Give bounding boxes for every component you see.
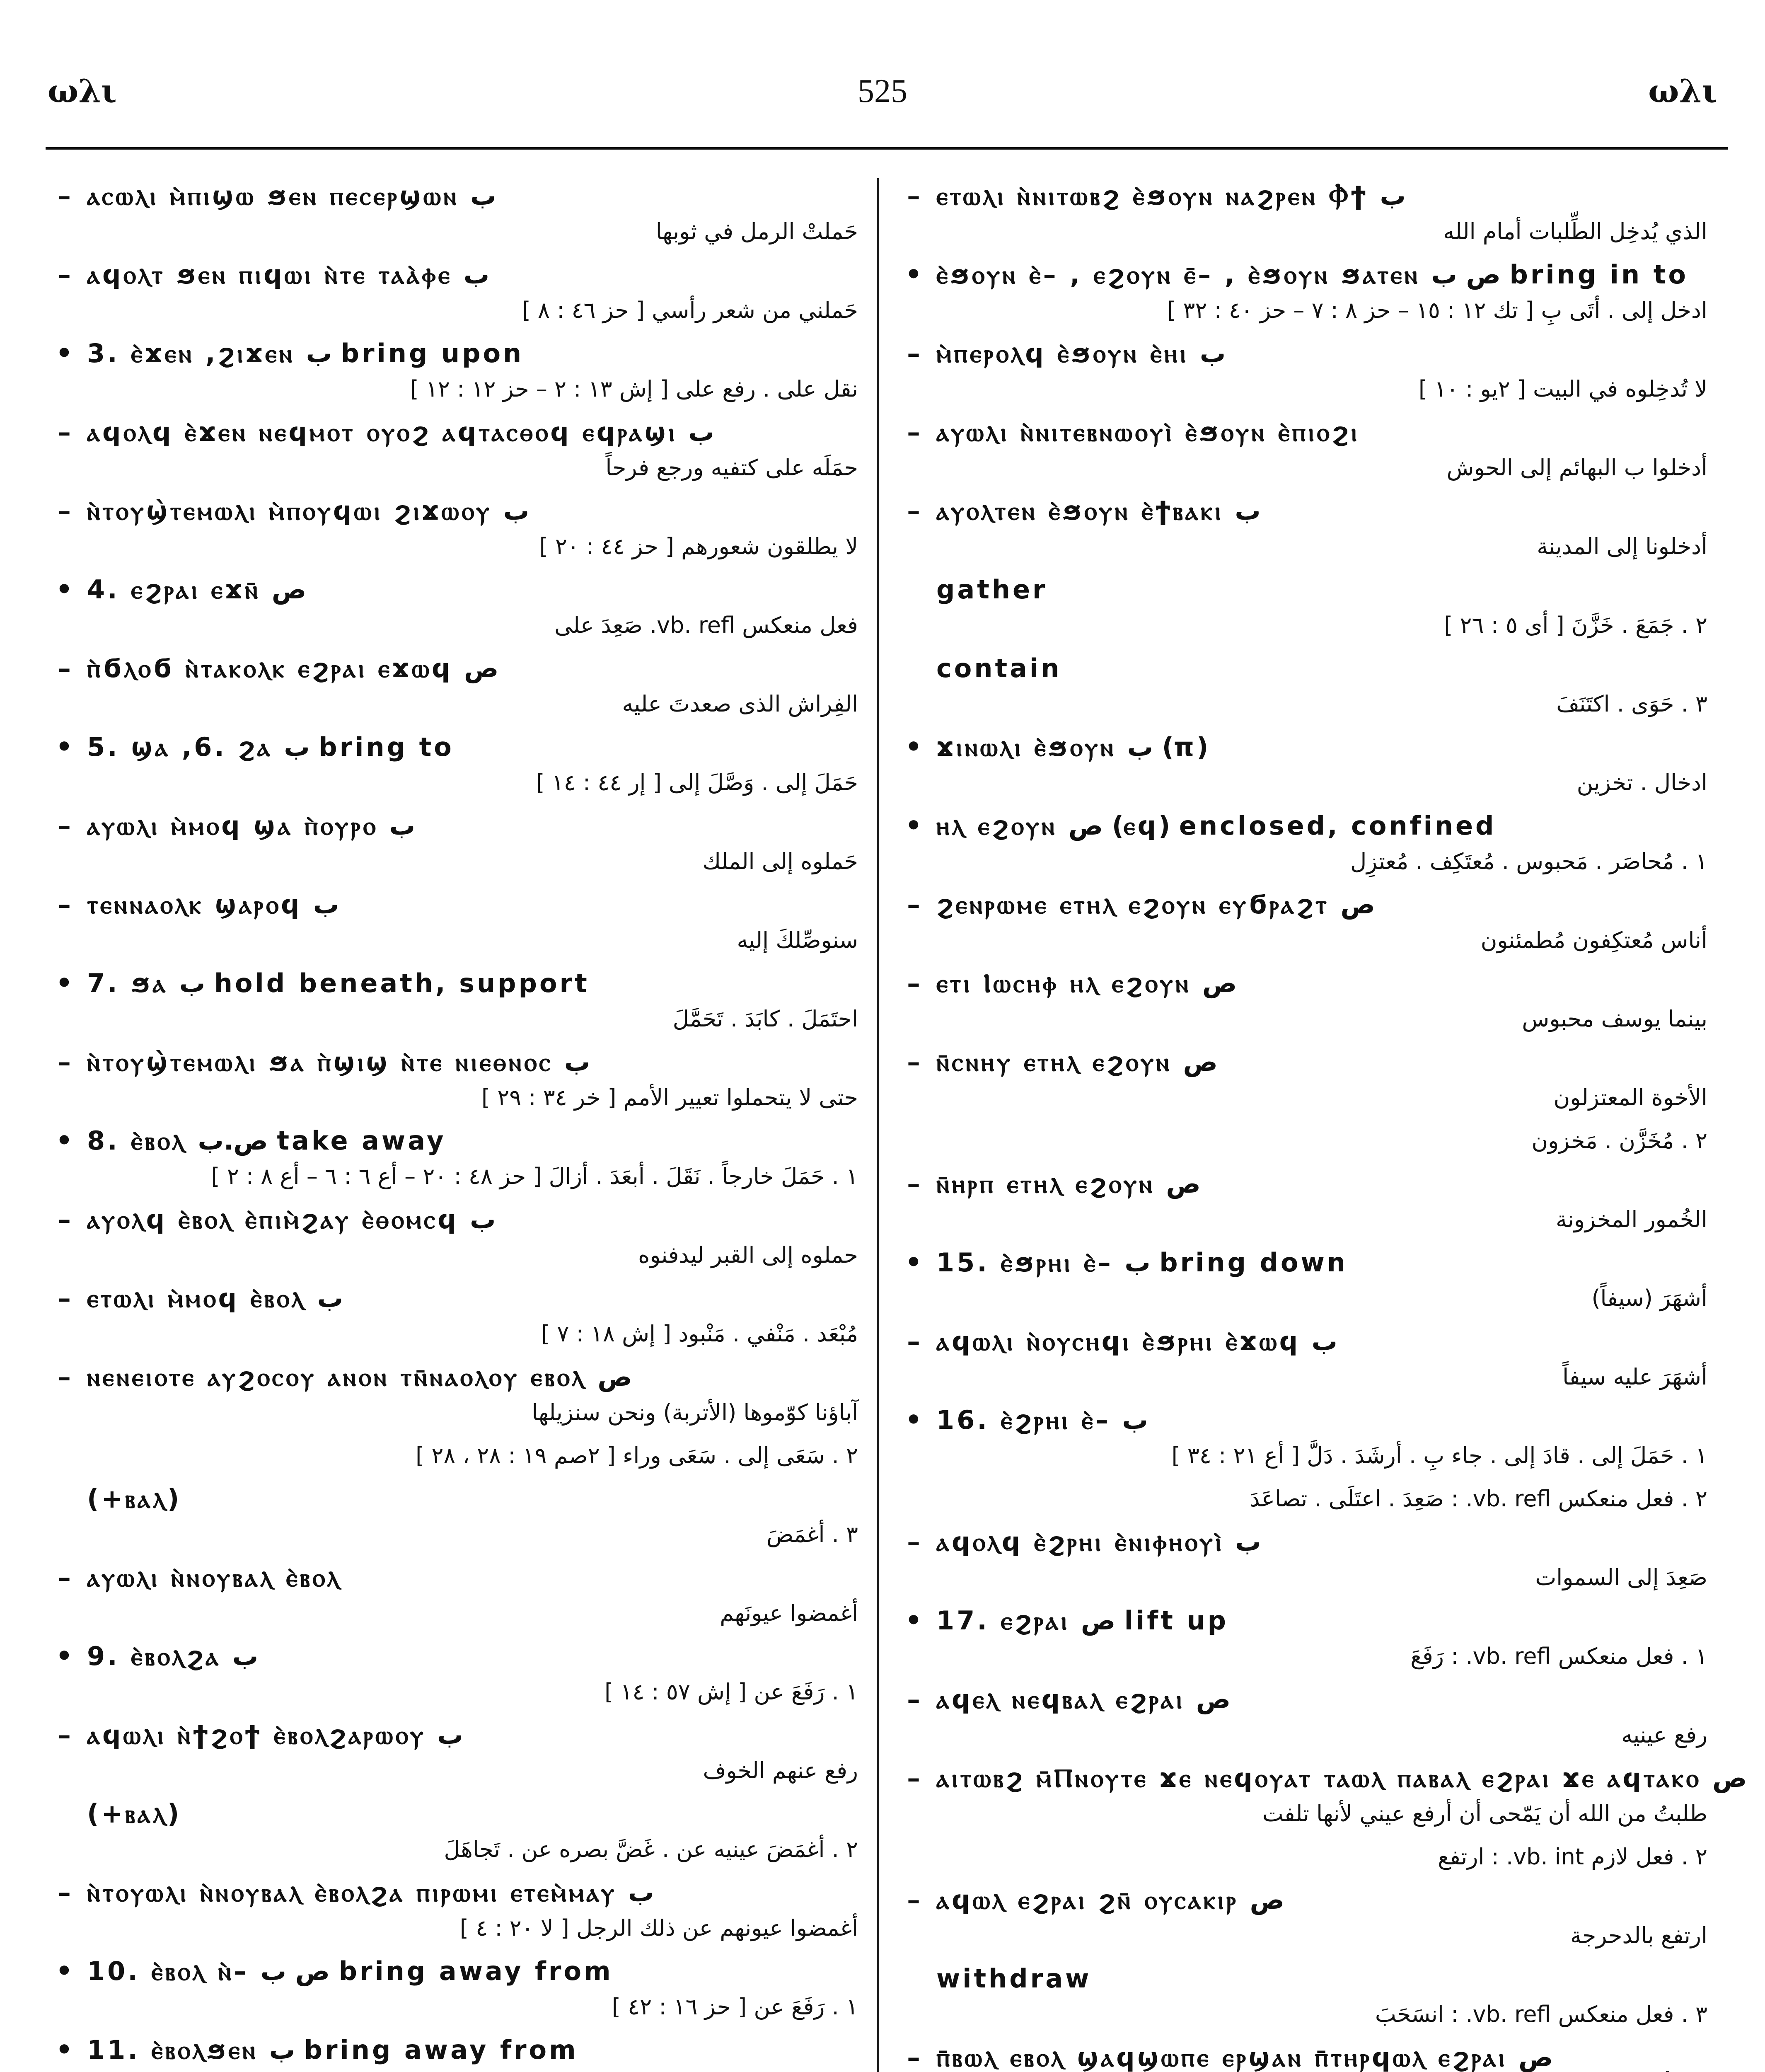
entry-marker: • bbox=[56, 2034, 73, 2065]
page-number: 525 bbox=[858, 73, 907, 109]
coptic-text: ⲛ̀ⲧⲟⲩⲱⲗⲓ ⲛ̀ⲛⲟⲩⲃⲁⲗ ⲉ̀ⲃⲟⲗϩⲁ ⲡⲓⲣⲱⲙⲓ ⲉⲧⲉⲙ̀ⲙⲁⲩ ب bbox=[87, 1877, 654, 1907]
dictionary-entry bbox=[897, 1961, 1709, 2032]
gloss-text: ١ . فعل منعكس vb. refl. : رَفَعَ bbox=[1410, 1643, 1707, 1669]
gloss-text: ٢ . سَعَى إلى . سَعَى وراء [ ٢صم ١٩ : ٢٨ ، ٢٨ ] bbox=[416, 1443, 858, 1469]
dictionary-entry bbox=[897, 1524, 1709, 1595]
dictionary-entry bbox=[48, 729, 860, 801]
coptic-text: ⲛⲉⲛⲉⲓⲟⲧⲉ ⲁⲩϩⲟⲥⲟⲩ ⲁⲛⲟⲛ ⲧⲛ̄ⲛⲁⲟⲗⲟⲩ ⲉⲃⲟⲗ ص bbox=[87, 1362, 632, 1392]
dictionary-entry bbox=[897, 493, 1709, 564]
coptic-text: ⲁⲩⲟⲗⲧⲉⲛ ⲉ̀ϧⲟⲩⲛ ⲉ̀ϯⲃⲁⲕⲓ ب bbox=[936, 496, 1261, 526]
dictionary-entry bbox=[897, 1603, 1709, 1674]
coptic-text: ⲁϥⲟⲗⲧ ϧⲉⲛ ⲡⲓϥⲱⲓ ⲛ̀ⲧⲉ ⲧⲁⲁ̀ⲫⲉ ب bbox=[87, 259, 490, 290]
gloss-text: أدخلونا إلى المدينة bbox=[1537, 533, 1707, 559]
dictionary-entry bbox=[48, 1717, 860, 1789]
gloss-text: سنوصِّلكَ إليه bbox=[737, 927, 858, 953]
entry-marker: – bbox=[58, 653, 71, 684]
entry-marker: – bbox=[907, 495, 920, 526]
dictionary-entry bbox=[897, 966, 1709, 1037]
coptic-text: ⲏⲗ ⲉϩⲟⲩⲛ ص (ⲉϥ) enclosed, confined bbox=[936, 811, 1497, 841]
dictionary-entry bbox=[897, 729, 1709, 801]
gloss-text: ١ . مُحاصَر . مَحبوس . مُعتَكِف . مُعتزِل bbox=[1350, 848, 1707, 874]
coptic-text: ⲛ̄ⲏⲣⲡ ⲉⲧⲏⲗ ⲉϩⲟⲩⲛ ص bbox=[936, 1169, 1201, 1199]
entry-marker: – bbox=[58, 1204, 71, 1235]
dictionary-entry bbox=[48, 651, 860, 722]
dictionary-entry bbox=[897, 1324, 1709, 1395]
entry-marker: • bbox=[905, 1404, 922, 1435]
gloss-text: ٢ . فعل لازم vb. int. : ارتفع bbox=[1438, 1844, 1707, 1870]
gloss-text: حمَلَه على كتفيه ورجع فرحاً bbox=[605, 455, 858, 481]
entry-marker: • bbox=[905, 259, 922, 290]
gloss-text bbox=[87, 2068, 858, 2072]
dictionary-entry bbox=[48, 1481, 860, 1552]
dictionary-entry bbox=[897, 1245, 1709, 1316]
coptic-text: ⲡ̀ϭⲗⲟϭ ⲛ̀ⲧⲁⲕⲟⲗⲕ ⲉϩⲣⲁⲓ ⲉϫⲱϥ ص bbox=[87, 653, 499, 683]
entry-marker: – bbox=[907, 1762, 920, 1794]
gloss-text: ١ . حَمَلَ إلى . قادَ إلى . جاء بِ . أرشَدَ . دَلَّ [ أع ٢١ : ٣٤ ] bbox=[1171, 1443, 1707, 1469]
gloss-text: احتَمَلَ . كابَدَ . تَحَمَّلَ bbox=[672, 1006, 858, 1032]
entry-marker: • bbox=[56, 1956, 73, 1987]
entry-marker: – bbox=[907, 2042, 920, 2072]
gloss-text: مُبْعَد . مَنْفي . مَنْبود [ إش ١٨ : ٧ ] bbox=[541, 1321, 858, 1347]
dictionary-entry bbox=[48, 1044, 860, 1116]
dictionary-entry bbox=[48, 1123, 860, 1194]
coptic-text: ⲁϥⲟⲗϥ ⲉ̀ϩⲣⲏⲓ ⲉ̀ⲛⲓⲫⲏⲟⲩⲓ̀ ب bbox=[936, 1527, 1261, 1557]
dictionary-entry bbox=[48, 1359, 860, 1431]
coptic-text: ⲉⲧⲱⲗⲓ ⲙ̀ⲙⲟϥ ⲉ̀ⲃⲟⲗ ب bbox=[87, 1283, 343, 1313]
gloss-text: لا تُدخِلوه في البيت [ ٢يو : ١٠ ] bbox=[1418, 376, 1707, 402]
dictionary-entry bbox=[897, 257, 1709, 328]
gloss-text: أغمضوا عيونَهم bbox=[720, 1600, 858, 1626]
coptic-text: ⲁⲥⲱⲗⲓ ⲙ̀ⲡⲓϣⲱ ϧⲉⲛ ⲡⲉⲥⲉⲣϣⲱⲛ ب bbox=[87, 181, 496, 211]
left-column bbox=[48, 178, 860, 2072]
gloss-text: فعل منعكس vb. refl. صَعِدَ على bbox=[554, 612, 858, 638]
gloss-text: أدخلوا ب البهائم إلى الحوش bbox=[1446, 455, 1707, 481]
coptic-text: ϫⲓⲛⲱⲗⲓ ⲉ̀ϧⲟⲩⲛ ب (π) bbox=[936, 732, 1209, 762]
entry-marker: – bbox=[907, 1168, 920, 1199]
gloss-text: ٣ . فعل منعكس vb. refl. : انسَحَبَ bbox=[1375, 2001, 1707, 2027]
entry-marker: • bbox=[905, 1605, 922, 1636]
coptic-text: ⲛ̄ⲥⲛⲏⲩ ⲉⲧⲏⲗ ⲉϩⲟⲩⲛ ص bbox=[936, 1047, 1218, 1077]
gloss-text: رفع عينيه bbox=[1621, 1722, 1707, 1748]
gloss-text: ٢ . جَمَعَ . خَزَّنَ [ أى ٥ : ٢٦ ] bbox=[1444, 612, 1707, 638]
gloss-text: ٣ . حَوَى . اكتَنَفَ bbox=[1556, 691, 1707, 717]
running-head-right: ωλι bbox=[1648, 73, 1717, 110]
entry-marker: – bbox=[907, 416, 920, 448]
entry-marker: – bbox=[58, 810, 71, 841]
dictionary-entry bbox=[48, 257, 860, 328]
gloss-text: أغمضوا عيونهم عن ذلك الرجل [ لا ٢٠ : ٤ ] bbox=[459, 1915, 858, 1941]
coptic-text: (+ⲃⲁⲗ) bbox=[87, 1798, 182, 1829]
gloss-text: ادخل إلى . أتَى بِ [ تك ١٢ : ١٥ – حز ٨ : ٧ – حز ٤٠ : ٣٢ ] bbox=[1167, 297, 1707, 323]
gloss-text: ١ . رَفَعَ عن [ حز ١٦ : ٤٢ ] bbox=[612, 1994, 858, 2020]
gloss-text: لا يطلقون شعورهم [ حز ٤٤ : ٢٠ ] bbox=[539, 533, 858, 559]
entry-marker: • bbox=[905, 810, 922, 841]
gloss-text: ارتفع بالدحرجة bbox=[1570, 1922, 1707, 1949]
dictionary-entry bbox=[897, 808, 1709, 879]
gloss-text: آباؤنا كوّموها (الأتربة) ونحن سنزيلها bbox=[532, 1399, 858, 1426]
dictionary-entry bbox=[48, 1796, 860, 1867]
gloss-text: حتى لا يتحملوا تعيير الأمم [ خر ٣٤ : ٢٩ ] bbox=[481, 1084, 858, 1111]
coptic-text: 15. ⲉ̀ϧⲣⲏⲓ ⲉ̀– ب bring down bbox=[936, 1247, 1348, 1278]
dictionary-entry bbox=[48, 1280, 860, 1352]
gloss-text: حملوه إلى القبر ليدفنوه bbox=[638, 1242, 858, 1268]
coptic-text: ⲉⲧⲱⲗⲓ ⲛ̀ⲛⲓⲧⲱⲃϩ ⲉ̀ϧⲟⲩⲛ ⲛⲁϩⲣⲉⲛ Ⲫ̀ϯ ب bbox=[936, 181, 1406, 211]
entry-marker: – bbox=[58, 1562, 71, 1593]
coptic-text: 5. ϣⲁ ,6. ϩⲁ ب bring to bbox=[87, 732, 454, 762]
dictionary-entry bbox=[897, 887, 1709, 958]
dictionary-entry bbox=[897, 1481, 1709, 1517]
entry-marker: – bbox=[907, 1526, 920, 1557]
gloss-text: حَمَلَ إلى . وَصَّلَ إلى [ إر ٤٤ : ١٤ ] bbox=[536, 770, 858, 796]
entry-marker: • bbox=[905, 1247, 922, 1278]
coptic-text: ⲁⲩⲱⲗⲓ ⲙ̀ⲙⲟϥ ϣⲁ ⲡ̀ⲟⲩⲣⲟ ب bbox=[87, 811, 416, 841]
dictionary-entry bbox=[897, 2040, 1709, 2072]
dictionary-entry bbox=[48, 336, 860, 407]
dictionary-entry bbox=[897, 414, 1709, 486]
entry-marker: • bbox=[56, 1641, 73, 1672]
entry-marker: – bbox=[907, 1684, 920, 1715]
coptic-text: 8. ⲉ̀ⲃⲟⲗ ص.ب take away bbox=[87, 1126, 446, 1156]
dictionary-entry bbox=[897, 1839, 1709, 1875]
gloss-text: نقل على . رفع على [ إش ١٣ : ٢ – حز ١٢ : ١٢ ] bbox=[410, 376, 858, 402]
coptic-text: ⲁⲩⲱⲗⲓ ⲛ̀ⲛⲟⲩⲃⲁⲗ ⲉ̀ⲃⲟⲗ bbox=[87, 1562, 342, 1593]
gloss-text: طلبتُ من الله أن يَمّحى أن أرفع عيني لأنها تلفت bbox=[1262, 1801, 1707, 1827]
gloss-text: ٢ . فعل منعكس vb. refl. : صَعِدَ . اعتَلَى . تصاعَدَ bbox=[1250, 1486, 1707, 1512]
entry-marker: – bbox=[907, 1046, 920, 1077]
dictionary-entry bbox=[48, 1560, 860, 1631]
gloss-text: حَملتْ الرمل في ثوبها bbox=[655, 218, 858, 244]
entry-marker: • bbox=[56, 574, 73, 605]
entry-marker: • bbox=[56, 731, 73, 762]
dictionary-entry bbox=[48, 1639, 860, 1710]
gloss-text: حَملني من شعر رأسي [ حز ٤٦ : ٨ ] bbox=[522, 297, 858, 323]
entry-marker: – bbox=[907, 1884, 920, 1915]
coptic-text: 17. ⲉϩⲣⲁⲓ ص lift up bbox=[936, 1605, 1229, 1636]
gloss-text: حَملوه إلى الملك bbox=[702, 848, 858, 874]
dictionary-entry bbox=[48, 572, 860, 643]
coptic-text: 3. ⲉ̀ϫⲉⲛ ,ϩⲓϫⲉⲛ ب bring upon bbox=[87, 338, 524, 368]
entry-marker: • bbox=[56, 968, 73, 999]
entry-marker: – bbox=[58, 259, 71, 290]
dictionary-entry bbox=[48, 414, 860, 486]
gloss-text: الأخوة المعتزلون bbox=[1553, 1084, 1707, 1111]
coptic-text: ⲙ̀ⲡⲉⲣⲟⲗϥ ⲉ̀ϧⲟⲩⲛ ⲉ̀ⲏⲓ ب bbox=[936, 338, 1226, 368]
dictionary-entry bbox=[897, 1044, 1709, 1116]
coptic-text: gather bbox=[936, 574, 1048, 605]
entry-marker: – bbox=[58, 416, 71, 448]
dictionary-entry bbox=[897, 336, 1709, 407]
gloss-text: الفِراش الذى صعدتَ عليه bbox=[622, 691, 858, 717]
entry-marker: – bbox=[58, 495, 71, 526]
entry-marker: – bbox=[58, 889, 71, 920]
entry-marker: – bbox=[58, 1046, 71, 1077]
coptic-text: ⲁⲓⲧⲱⲃϩ ⲙ̄Ⲡⲛⲟⲩⲧⲉ ϫⲉ ⲛⲉϥⲟⲩⲁⲧ ⲧⲁⲱⲗ ⲡⲁⲃⲁⲗ ⲉϩⲣⲁⲓ ϫⲉ ⲁϥⲧⲁⲕⲟ ص bbox=[936, 1763, 1747, 1793]
entry-marker: • bbox=[56, 1125, 73, 1156]
gloss-text: الذي يُدخِل الطِّلبات أمام الله bbox=[1443, 218, 1707, 244]
right-column bbox=[897, 178, 1747, 2072]
entry-marker: – bbox=[58, 180, 71, 211]
dictionary-entry bbox=[897, 1882, 1709, 1953]
dictionary-entry bbox=[48, 1875, 860, 1946]
gloss-text: ٣ . أغمَضَ bbox=[766, 1521, 858, 1547]
dictionary-entry bbox=[48, 966, 860, 1037]
dictionary-entry bbox=[48, 2032, 860, 2072]
dictionary-entry bbox=[897, 651, 1709, 722]
coptic-text: 10. ⲉ̀ⲃⲟⲗ ⲛ̀– ص ب bring away from bbox=[87, 1956, 613, 1986]
coptic-text: 9. ⲉ̀ⲃⲟⲗϩⲁ ب bbox=[87, 1641, 259, 1671]
coptic-text: contain bbox=[936, 653, 1062, 683]
dictionary-entry bbox=[897, 1760, 1747, 1832]
coptic-text: (+ⲃⲁⲗ) bbox=[87, 1484, 182, 1514]
coptic-text: 7. ϧⲁ ب hold beneath, support bbox=[87, 968, 590, 998]
dictionary-entry bbox=[897, 1682, 1709, 1753]
entry-marker: • bbox=[56, 338, 73, 369]
dictionary-entry bbox=[48, 887, 860, 958]
coptic-text: ϩⲉⲛⲣⲱⲙⲉ ⲉⲧⲏⲗ ⲉϩⲟⲩⲛ ⲉⲩϭⲣⲁϩⲧ ص bbox=[936, 889, 1375, 920]
running-head-left: ωλι bbox=[48, 73, 117, 110]
coptic-text: ⲁϥⲱⲗⲓ ⲛ̀ϯϩⲟϯ ⲉ̀ⲃⲟⲗϩⲁⲣⲱⲟⲩ ب bbox=[87, 1720, 463, 1750]
entry-marker: – bbox=[907, 1326, 920, 1357]
dictionary-entry bbox=[48, 178, 860, 249]
entry-marker: • bbox=[905, 731, 922, 762]
entry-marker: – bbox=[907, 968, 920, 999]
gloss-text: صَعِدَ إلى السموات bbox=[1535, 1564, 1707, 1590]
dictionary-entry bbox=[897, 1166, 1709, 1237]
coptic-text: 4. ⲉϩⲣⲁⲓ ⲉϫⲛ̄ ص bbox=[87, 574, 307, 605]
coptic-text: ⲉⲧⲓ Ⲓⲱⲥⲏⲫ ⲏⲗ ⲉϩⲟⲩⲛ ص bbox=[936, 968, 1237, 998]
gloss-text: أشهَرَ عليه سيفاً bbox=[1562, 1364, 1707, 1390]
gloss-text: ١ . حَمَلَ خارجاً . نَقَلَ . أبعَدَ . أزالَ [ حز ٤٨ : ٢٠ – أع ٦ : ٦ – أع ٨ : ٢ ] bbox=[211, 1163, 858, 1189]
dictionary-entry bbox=[48, 493, 860, 564]
gloss-text: ٢ . مُخَزَّن . مَخزون bbox=[1531, 1128, 1707, 1154]
entry-marker: – bbox=[907, 889, 920, 920]
coptic-text: 11. ⲉ̀ⲃⲟⲗϧⲉⲛ ب bring away from bbox=[87, 2035, 578, 2065]
coptic-text: ⲛ̀ⲧⲟⲩϣ̀ⲧⲉⲙⲱⲗⲓ ⲙ̀ⲡⲟⲩϥⲱⲓ ϩⲓϫⲱⲟⲩ ب bbox=[87, 496, 530, 526]
gloss-text: ادخال . تخزين bbox=[1576, 770, 1707, 796]
coptic-text: ⲁϥⲉⲗ ⲛⲉϥⲃⲁⲗ ⲉϩⲣⲁⲓ ص bbox=[936, 1684, 1231, 1714]
column-divider bbox=[877, 178, 879, 2072]
gloss-text: ١ . رَفَعَ عن [ إش ٥٧ : ١٤ ] bbox=[604, 1679, 858, 1705]
entry-marker: – bbox=[58, 1877, 71, 1908]
coptic-text: ⲁϥⲱⲗⲓ ⲛ̀ⲟⲩⲥⲏϥⲓ ⲉ̀ϧⲣⲏⲓ ⲉ̀ϫⲱϥ ب bbox=[936, 1326, 1337, 1356]
coptic-text: 16. ⲉ̀ϩⲣⲏⲓ ⲉ̀– ب bbox=[936, 1405, 1148, 1435]
dictionary-entry bbox=[48, 1953, 860, 2025]
gloss-text: أشهَرَ (سيفاً) bbox=[1591, 1285, 1707, 1311]
gloss-text: أناس مُعتكِفون مُطمئنون bbox=[1480, 927, 1707, 953]
entry-marker: – bbox=[907, 338, 920, 369]
coptic-text: withdraw bbox=[936, 1963, 1092, 1994]
coptic-text: ⲛ̀ⲧⲟⲩϣ̀ⲧⲉⲙⲱⲗⲓ ϧⲁ ⲡ̀ϣⲓϣ ⲛ̀ⲧⲉ ⲛⲓⲉⲑⲛⲟⲥ ب bbox=[87, 1047, 590, 1077]
dictionary-entry bbox=[48, 808, 860, 879]
coptic-text: ⲁⲩⲟⲗϥ ⲉ̀ⲃⲟⲗ ⲉ̀ⲡⲓⲙ̀ϩⲁⲩ ⲉ̀ⲑⲟⲙⲥϥ ب bbox=[87, 1204, 496, 1234]
gloss-text: الخُمور المخزونة bbox=[1555, 1206, 1707, 1232]
dictionary-entry bbox=[897, 572, 1709, 643]
dictionary-entry bbox=[48, 1438, 860, 1474]
coptic-text: ⲡ̄ⲃⲱⲗ ⲉⲃⲟⲗ ϣⲁϥϣⲱⲡⲉ ⲉⲣϣⲁⲛ ⲡ̄ⲧⲏⲣϥⲱⲗ ⲉϩⲣⲁⲓ ص bbox=[936, 2042, 1553, 2072]
dictionary-entry bbox=[897, 1402, 1709, 1474]
gloss-text: بينما يوسف محبوس bbox=[1522, 1006, 1707, 1032]
coptic-text: ⲁϥⲟⲗϥ ⲉ̀ϫⲉⲛ ⲛⲉϥⲙⲟⲧ ⲟⲩⲟϩ ⲁϥⲧⲁⲥⲑⲟϥ ⲉϥⲣⲁϣⲓ ب bbox=[87, 417, 714, 447]
dictionary-entry bbox=[897, 178, 1709, 249]
entry-marker: – bbox=[58, 1283, 71, 1314]
coptic-text: ⲁⲩⲱⲗⲓ ⲛ̀ⲛⲓⲧⲉⲃⲛⲱⲟⲩⲓ̀ ⲉ̀ϧⲟⲩⲛ ⲉ̀ⲡⲓⲟϩⲓ bbox=[936, 417, 1360, 447]
header-rule bbox=[46, 147, 1728, 150]
gloss-text: ٢ . أغمَضَ عينيه عن . غَضَّ بصره عن . تَجاهَلَ bbox=[444, 1836, 858, 1862]
entry-marker: – bbox=[58, 1361, 71, 1392]
entry-marker: – bbox=[58, 1719, 71, 1750]
dictionary-entry bbox=[897, 1123, 1709, 1159]
entry-marker: – bbox=[907, 180, 920, 211]
dictionary-entry bbox=[48, 1202, 860, 1273]
coptic-text: ⲧⲉⲛⲛⲁⲟⲗⲕ ϣⲁⲣⲟϥ ب bbox=[87, 889, 339, 920]
gloss-text: رفع عنهم الخوف bbox=[703, 1757, 858, 1784]
coptic-text: ⲁϥⲱⲗ ⲉϩⲣⲁⲓ ϩⲛ̄ ⲟⲩⲥⲁⲕⲓⲣ ص bbox=[936, 1885, 1284, 1915]
coptic-text: ⲉ̀ϧⲟⲩⲛ ⲉ̀– , ⲉϩⲟⲩⲛ ⲉ̄– , ⲉ̀ϧⲟⲩⲛ ϧⲁⲧⲉⲛ ص ب bring in to bbox=[936, 259, 1688, 290]
